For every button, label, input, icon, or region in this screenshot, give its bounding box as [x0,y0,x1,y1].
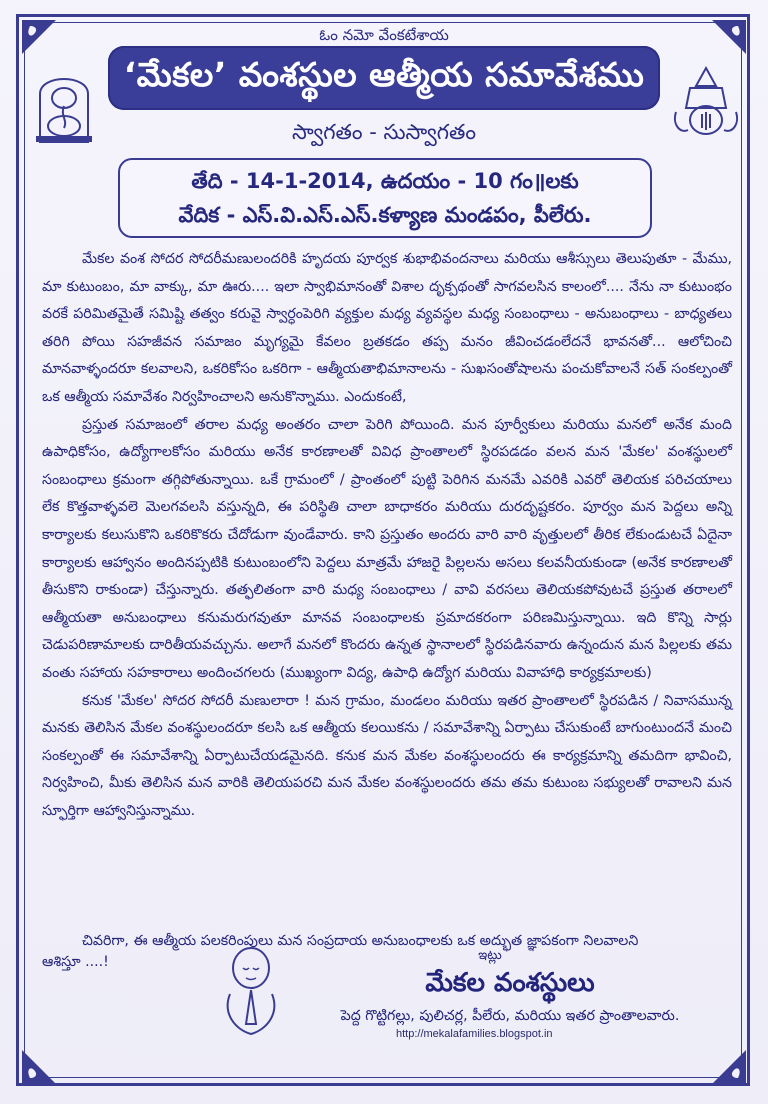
family-name: మేకల వంశస్థులు [425,968,595,998]
corner-ornament-icon [708,1046,750,1088]
blog-url: http://mekalafamilies.blogspot.in [396,1028,553,1040]
paragraph-1: మేకల వంశ సోదర సోదరీమణులందరికి హృదయ పూర్వక శుభాభివందనాలు మరియు ఆశీస్సులు తెలుపుతూ - మేము, మా కుటుంబం, మా వాక్కు, మా ఊరు.... ఇలా స్వాభిమానంతో విశాల దృక్పథంతో సాగవలసిన కాలంలో.... నేను నా కుటుంభం వరకే పరిమితమైతే సమిష్టి తత్వం కరువై స్వార్ధంపెరిగి వ్యక్తుల మధ్య వ్యవస్థల మధ్య సంబంధాలు - అనుబంధాలు - బాధ్యతలు తరిగి పోయి సహజీవన సమాజం మృగ్యమై కేవలం బ్రతకడం తప్ప మనం జీవించడంలేదనే భావనతో... ఆలోచించి మానవాళ్ళందరూ కలవాలని, ఒకరికోసం ఒకరిగా - ఆత్మీయతాభిమానాలను - సుఖసంతోషాలను పంచుకోవాలనే సత్ సంకల్పంతో ఒక ఆత్మీయ సమావేశం నిర్వహించాలని అనుకొన్నాము. ఎందుకంటే, [42,251,732,405]
welcome-text: స్వాగతం - సుస్వాగతం [292,120,476,144]
invocation-text: ఓం నమో వేంకటేశాయ [319,26,449,44]
sign-off-word: ఇట్లు [478,948,502,963]
closing-line: చివరిగా, ఈ ఆత్మీయ పలకరింపులు మన సంప్రదాయ అనుబంధాలకు ఒక అద్భుత జ్ఞాపకంగా నిలవాలని [82,933,639,949]
event-date-line: తేది - 14-1-2014, ఉదయం - 10 గం॥లకు [191,169,579,193]
paragraph-2: ప్రస్తుత సమాజంలో తరాల మధ్య అంతరం చాలా పెరిగి పోయింది. మన పూర్వీకులు మరియు మనలో అనేక మంది ఉపాధికోసం, ఉద్యోగాలకోసం మరియు అనేక కారణాలతో వివిధ ప్రాంతాలలో స్థిరపడడం వలన మన 'మేకల' వంశస్థులలో సంబంధాలు క్రమంగా తగ్గిపోతున్నాయి. ఒకే గ్రామంలో / ప్రాంతంలో పుట్టి పెరిగిన మనమే ఎవరికి ఎవరో తెలియక పరిచయాలు లేక కొత్తవాళ్ళవలె మెలగవలసి వస్తున్నది, ఈ పరిస్థితి చాలా బాధాకరం మరియు దురదృష్టకరం. పూర్వం మన పెద్దలు అన్ని కార్యాలకు కలుసుకొని ఒకరికొకరు చేదోడుగా వుండేవారు. కాని ప్రస్తుతం అందరు వారి వారి వృత్తులలో తీరిక లేకుండుటచే ఏదైనా కార్యాలకు ఆహ్వానం అందినప్పటికి కుటుంబంలోని పెద్దలు మాత్రమే హాజరై పిల్లలను అసలు కలవనీయకుండా (అనేక కారణాలతో తీసుకొని రాకుండా) చేస్తున్నారు. తత్ఫలితంగా వారి మధ్య సంబంధాలు / వావి వరసలు తెలియకపోవుటచే ప్రస్తుత తరాలలో ఆత్మీయతా అనుబంధాలు కనుమరుగవుతూ మానవ సంబంధాలకు ప్రమాదకరంగా పరిణమిస్తున్నాయి. ఇది కొన్ని సార్లు చెడుపరిణామాలకు దారితీయవచ్చును. అలాగే మనలో కొందరు ఉన్నత స్థానాలలో స్థిరపడినవారు ఉన్నందున మన పిల్లలకు తమ వంతు సహాయ సహకారాలు అందించగలరు (ముఖ్యంగా విద్య, ఉపాధి ఉద్యోగ మరియు వివాహాధి కార్యక్రమాలకు) [42,416,732,681]
event-details-box [118,158,652,238]
title-banner: ‘మేకల’ వంశస్థుల ఆత్మీయ సమావేశము [108,46,660,110]
paragraph-3: కనుక 'మేకల' సోదర సోదరీ మణులారా ! మన గ్రామం, మండలం మరియు ఇతర ప్రాంతాలలో స్థిరపడిన / నివాసమున్న మనకు తెలిసిన మేకల వంశస్థులందరూ కలసి ఒక ఆత్మీయ కలయికను / సమావేశాన్ని ఏర్పాటు చేసుకుంటే బాగుంటుందనే మంచి సంకల్పంతో ఈ సమావేశాన్ని ఏర్పాటుచేయడమైనది. కనుక మన మేకల వంశస్థులందరు ఈ కార్యక్రమాన్ని తమదిగా భావించి, నిర్వహించి, మీకు తెలిసిన మన వారికి తెలియపరచి మన మేకల వంశస్థులందరు తమ తమ కుటుంబ సభ్యులతో రావాలని మన స్ఫూర్తిగా ఆహ్వానిస్తున్నాము. [42,692,732,819]
signature-block [300,948,720,1027]
invitation-body [42,246,732,825]
event-venue-line: వేదిక - ఎస్.వి.ఎస్.ఎస్.కళ్యాణ మండపం, పీలేరు. [178,203,592,227]
family-places: పెద్ద గొట్టిగల్లు, పులిచర్ల, పీలేరు, మరియు ఇతర ప్రాంతాలవారు. [340,1008,680,1024]
ashistu-text: ఆశిస్తూ ....! [42,954,109,970]
corner-ornament-icon [18,1046,60,1088]
